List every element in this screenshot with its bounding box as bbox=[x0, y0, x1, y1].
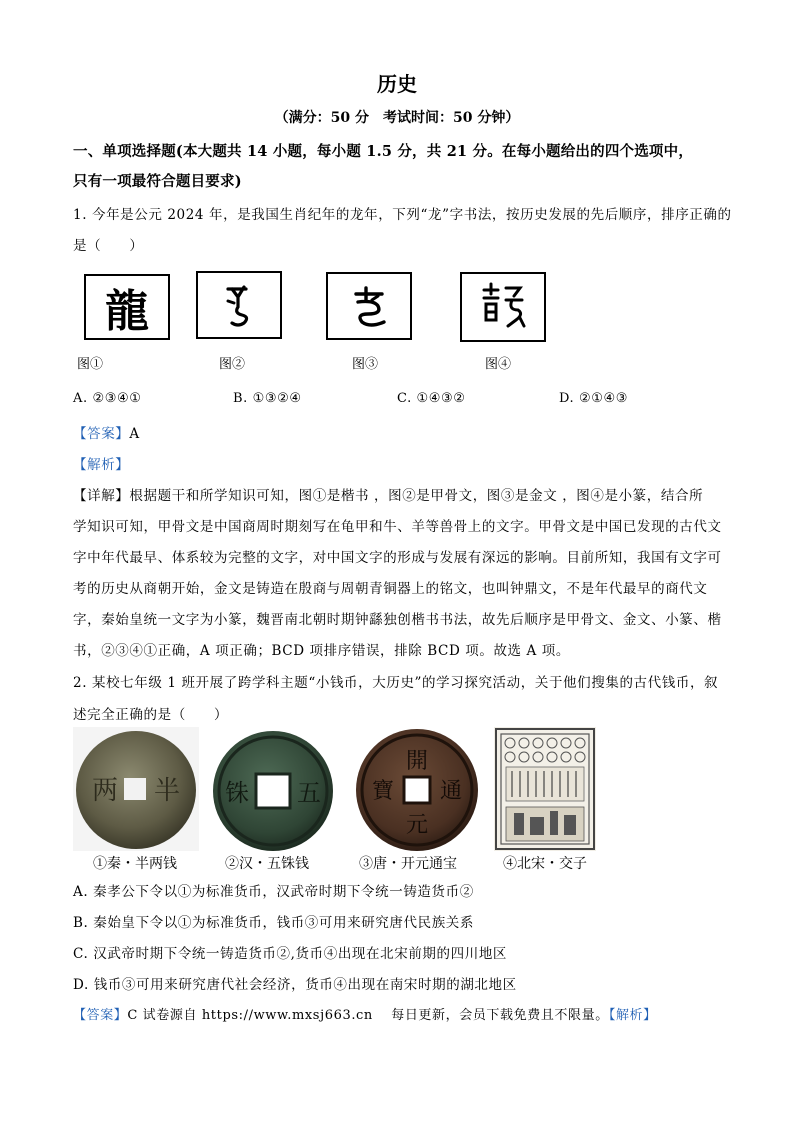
figure-2-label: 图② bbox=[219, 357, 246, 372]
page-title: 历史 bbox=[377, 72, 417, 96]
q1-detail-line6: 书，②③④①正确，A 项正确；BCD 项排序错误，排除 BCD 项。故选 A 项。 bbox=[73, 643, 570, 659]
coin3-char-top: 開 bbox=[405, 749, 429, 774]
q1-answer: A bbox=[129, 426, 140, 442]
q1-stem-line1: 1. 今年是公元 2024 年，是我国生肖纪年的龙年，下列“龙”字书法，按历史发展的先后顺序，排序正确的 bbox=[73, 207, 732, 223]
detail-tag: 【详解】 bbox=[73, 488, 130, 504]
coin4-label: ④北宋・交子 bbox=[503, 856, 587, 872]
q1-answer-line bbox=[73, 422, 140, 442]
q2-option-d: D. 钱币③可用来研究唐代社会经济，货币④出现在南宋时期的湖北地区 bbox=[73, 977, 517, 993]
q2-stem-line2: 述完全正确的是（ ） bbox=[73, 707, 229, 723]
figure-4-xiaozhuan bbox=[460, 272, 546, 342]
answer-tag: 【答案】 bbox=[73, 426, 130, 442]
q2-option-b: B. 秦始皇下令以①为标准货币，钱币③可用来研究唐代民族关系 bbox=[73, 915, 475, 931]
figure-1-label: 图① bbox=[77, 357, 104, 372]
dragon-glyph-bronze bbox=[328, 274, 410, 338]
q2-analysis-tag: 【解析】 bbox=[608, 1008, 657, 1023]
coin2-label: ②汉・五铢钱 bbox=[225, 856, 309, 872]
coin2-char-right: 五 bbox=[297, 779, 321, 807]
dragon-glyph-kaishu: 龍 bbox=[105, 286, 149, 337]
coin1-char-right: 半 bbox=[153, 776, 181, 806]
q1-stem-line2: 是（ ） bbox=[73, 238, 144, 254]
exam-info: （满分：50 分 考试时间：50 分钟） bbox=[274, 110, 520, 126]
q1-detail-line1 bbox=[73, 484, 703, 504]
coin3-char-bottom: 元 bbox=[405, 813, 429, 838]
q1-analysis-tag: 【解析】 bbox=[73, 457, 130, 473]
q1-detail-line3: 字中年代最早、体系较为完整的文字，对中国文字的形成与发展有深远的影响。目前所知，我国有文字可 bbox=[73, 550, 722, 566]
q2-option-a: A. 秦孝公下令以①为标准货币，汉武帝时期下令统一铸造货币② bbox=[73, 884, 474, 900]
coin2-char-left: 铢 bbox=[225, 779, 249, 807]
q1-detail-text-1: 根据题干和所学知识可知，图①是楷书 ，图②是甲骨文，图③是金文 ，图④是小篆，结合所 bbox=[129, 488, 704, 504]
q2-stem-line1: 2. 某校七年级 1 班开展了跨学科主题“小钱币，大历史”的学习探究活动，关于他们搜集的古代钱币，叙 bbox=[73, 675, 719, 691]
q1-detail-line5: 字，秦始皇统一文字为小篆，魏晋南北朝时期钟繇独创楷书书法，故先后顺序是甲骨文、金文、小篆、楷 bbox=[73, 612, 722, 628]
coin3-label: ③唐・开元通宝 bbox=[359, 856, 457, 872]
section-heading-line1: 一、单项选择题(本大题共 14 小题，每小题 1.5 分，共 21 分。在每小题给出的四个选项中， bbox=[73, 143, 694, 160]
q1-detail-line2: 学知识可知，甲骨文是中国商周时期刻写在龟甲和牛、羊等兽骨上的文字。甲骨文是中国已发现的古代文 bbox=[73, 519, 722, 535]
q2-answer-line bbox=[73, 1004, 657, 1023]
q1-option-c: C. ①④③② bbox=[397, 391, 466, 406]
q1-detail-line4: 考的历史从商朝开始，金文是铸造在殷商与周朝青铜器上的铭文，也叫钟鼎文，不是年代最早的商代文 bbox=[73, 581, 708, 597]
q1-option-d: D. ②①④③ bbox=[559, 391, 629, 406]
jiaozi-note-image bbox=[494, 727, 596, 851]
coin3-char-left: 寶 bbox=[371, 779, 395, 804]
figure-3-jinwen bbox=[326, 272, 412, 340]
q2-answer-tag: 【答案】 bbox=[73, 1008, 128, 1023]
q2-option-c: C. 汉武帝时期下令统一铸造货币②,货币④出现在北宋前期的四川地区 bbox=[73, 946, 508, 962]
section-heading-line2: 只有一项最符合题目要求) bbox=[73, 173, 242, 190]
q2-answer-text: C 试卷源自 https://www.mxsj663.cn 每日更新，会员下载免费且不限量。 bbox=[127, 1008, 609, 1023]
coin-kaiyuan-image bbox=[352, 728, 482, 852]
coin1-char-left: 两 bbox=[91, 776, 119, 806]
coin-wuzhu-image bbox=[209, 729, 337, 853]
figure-3-label: 图③ bbox=[352, 357, 379, 372]
coin-banliang-image bbox=[73, 727, 199, 851]
figure-4-label: 图④ bbox=[485, 357, 512, 372]
q1-option-a: A. ②③④① bbox=[73, 391, 142, 406]
figure-1-kaishu bbox=[84, 274, 170, 340]
figure-2-jiaguwen bbox=[196, 271, 282, 339]
dragon-glyph-seal bbox=[462, 274, 544, 340]
coin1-label: ①秦・半两钱 bbox=[93, 856, 177, 872]
q1-option-b: B. ①③②④ bbox=[233, 391, 302, 406]
coin3-char-right: 通 bbox=[439, 779, 463, 804]
dragon-glyph-oracle bbox=[198, 273, 280, 337]
